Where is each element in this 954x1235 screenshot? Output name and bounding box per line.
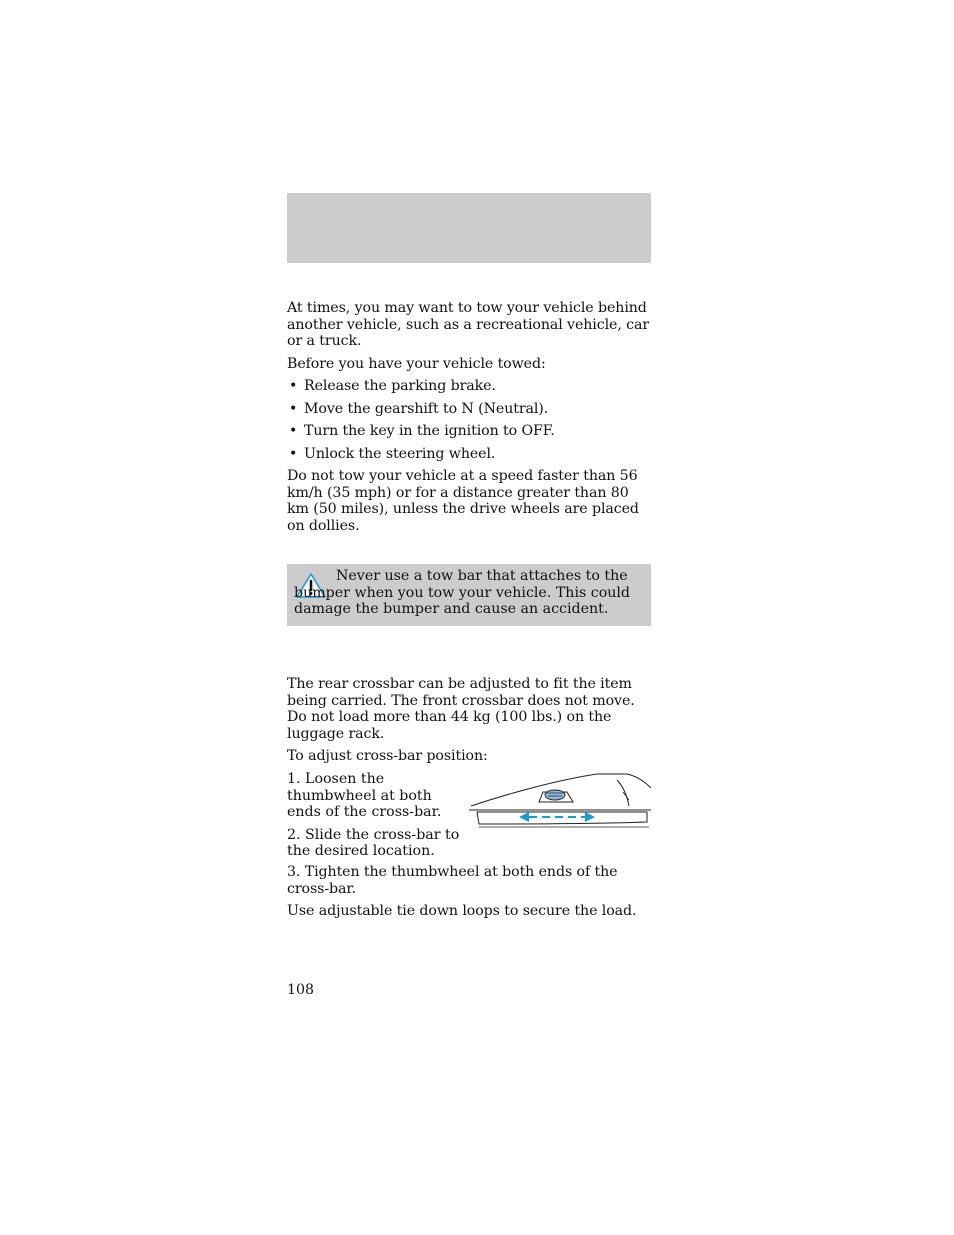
bullet-icon: •	[289, 423, 298, 439]
bullet-icon: •	[289, 378, 298, 394]
list-item: • Release the parking brake.	[289, 378, 496, 394]
list-item: • Unlock the steering wheel.	[289, 445, 496, 462]
step-2: 2. Slide the cross-bar to the desired location.	[287, 826, 460, 859]
bullet-icon: •	[289, 445, 298, 462]
adjust-label: To adjust cross-bar position:	[287, 748, 488, 764]
warning-text: Never use a tow bar that attaches to the bumper when you tow your vehicle. This could damage the bumper and cause an accident.	[294, 568, 631, 617]
towing-speed-note: Do not tow your vehicle at a speed faster than 56 km/h (35 mph) or for a distance greater than 80 km (50 miles), unless the drive wheels are placed on dollies.	[287, 468, 639, 534]
warning-box	[287, 564, 651, 626]
tie-down-note: Use adjustable tie down loops to secure the load.	[287, 903, 637, 919]
final-steps	[287, 864, 651, 920]
luggage-rack-intro: The rear crossbar can be adjusted to fit the item being carried. The front crossbar does not move. Do not load more than 44 kg (100 lbs.) on the luggage rack.	[287, 676, 635, 742]
towing-checklist	[287, 378, 651, 468]
section-header-band	[287, 193, 651, 263]
bullet-icon: •	[289, 400, 298, 417]
list-item: • Turn the key in the ignition to OFF.	[289, 423, 555, 439]
adjust-steps	[287, 771, 462, 866]
crossbar-illustration	[467, 770, 651, 832]
step-3: 3. Tighten the thumbwheel at both ends of the cross-bar.	[287, 864, 618, 897]
list-item: • Move the gearshift to N (Neutral).	[289, 400, 549, 417]
step-1: 1. Loosen the thumbwheel at both ends of the cross-bar.	[287, 771, 442, 820]
page-number: 108	[287, 982, 315, 998]
luggage-rack-section	[287, 676, 651, 765]
before-towing-label: Before you have your vehicle towed:	[287, 355, 546, 372]
towing-intro: At times, you may want to tow your vehicle behind another vehicle, such as a recreational vehicle, car or a truck.	[287, 300, 650, 349]
towing-section	[287, 300, 651, 534]
